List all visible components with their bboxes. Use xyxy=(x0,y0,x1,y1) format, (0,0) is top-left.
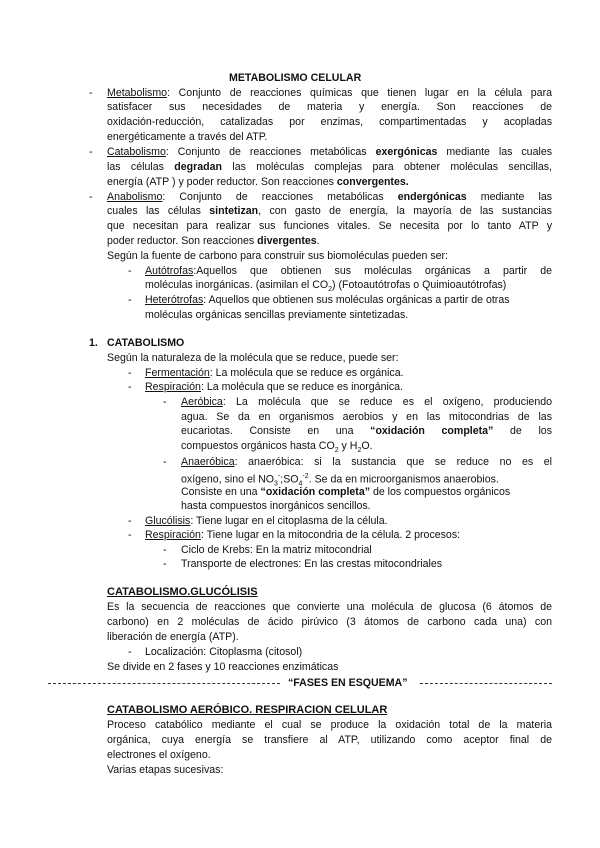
text: oxígeno, sino el NO xyxy=(181,473,275,486)
bullet-dash: - xyxy=(89,87,93,99)
glucolisis-line-2: carbono) en 2 moléculas de ácido pirúvico (3 átomos de carbono cada una) con xyxy=(107,616,552,628)
term-metabolismo: Metabolismo xyxy=(107,87,168,99)
text: : anaeróbica: si la sustancia que se reduce no es el xyxy=(234,456,552,468)
anaerobica-line-3 xyxy=(181,485,510,499)
glucolisis-phases: Se divide en 2 fases y 10 reacciones enzimáticas xyxy=(107,661,339,673)
aerobico-line-1: Proceso catabólico mediante el cual se produce la oxidación total de la materia xyxy=(107,719,552,731)
text: cuales las células xyxy=(107,205,210,217)
catabolismo-line-3 xyxy=(107,175,409,189)
bold-endergonicas: endergónicas xyxy=(397,191,467,203)
bullet-dash: - xyxy=(128,294,132,306)
metabolismo-line-3: oxidación-reducción, catalizadas por enzimas, compartimentadas y acopladas xyxy=(107,116,552,128)
text: y H xyxy=(338,440,358,452)
bold-oxidacion-completa: “oxidación completa” xyxy=(370,425,494,437)
bullet-dash: - xyxy=(128,646,132,658)
bold-sintetizan: sintetizan xyxy=(209,205,259,217)
subscript: 3 xyxy=(274,480,278,488)
section-heading-aerobico: CATABOLISMO AERÓBICO. RESPIRACION CELULAR xyxy=(107,704,388,716)
metabolismo-line-1 xyxy=(107,86,552,100)
krebs-line: Ciclo de Krebs: En la matriz mitocondrial xyxy=(181,544,372,556)
heterotrofas-line-1 xyxy=(145,293,510,307)
catabolismo-intro: Según la naturaleza de la molécula que se reduce, puede ser: xyxy=(107,352,399,364)
anabolismo-line-3: que necesitan para realizar sus funciones vitales. Se necesita por lo tanto ATP y xyxy=(107,220,552,232)
section-heading-catabolismo: CATABOLISMO xyxy=(107,337,185,349)
bold-exergonicas: exergónicas xyxy=(375,146,438,158)
text: energía (ATP ) y poder reductor. Son reacciones xyxy=(107,176,337,188)
bullet-dash: - xyxy=(128,367,132,379)
text: : Tiene lugar en la mitocondria de la célula. 2 procesos: xyxy=(200,529,461,541)
term-heterotrofas: Heterótrofas xyxy=(145,294,204,306)
catabolismo-line-1 xyxy=(107,145,552,159)
anabolismo-line-1 xyxy=(107,190,552,204)
text: : Tiene lugar en el citoplasma de la célula. xyxy=(190,515,388,527)
respiracion-line xyxy=(145,380,403,394)
anabolismo-line-2 xyxy=(107,204,552,218)
subscript: 4 xyxy=(298,480,303,488)
glucolisis-line xyxy=(145,514,388,528)
text: O. xyxy=(361,440,373,452)
subscript: 2 xyxy=(357,447,362,455)
text: eucariotas. Consiste en una xyxy=(181,425,371,437)
bullet-dash: - xyxy=(163,456,167,468)
fases-separator xyxy=(48,676,552,690)
term-catabolismo: Catabolismo xyxy=(107,146,166,158)
text: las células xyxy=(107,161,175,173)
metabolismo-line-2: satisfacer sus necesidades de materia y energía. Son reacciones de xyxy=(107,101,552,113)
term-respiracion: Respiración xyxy=(145,381,201,393)
text: : Aquellos que obtienen sus moléculas orgánicas a partir de otras xyxy=(203,294,510,306)
text: ;SO xyxy=(280,473,299,486)
text: : Conjunto de reacciones químicas que tienen lugar en la célula para xyxy=(167,87,552,99)
aerobica-line-2: agua. Se da en organismos aerobios y en las mitocondrias de las xyxy=(181,411,552,423)
fermentacion-line xyxy=(145,366,404,380)
catabolismo-line-2 xyxy=(107,160,552,174)
term-anabolismo: Anabolismo xyxy=(107,191,163,203)
text: mediante las xyxy=(466,191,553,203)
anabolismo-line-4 xyxy=(107,234,320,248)
bullet-dash: - xyxy=(89,146,93,158)
aerobico-line-4: Varias etapas sucesivas: xyxy=(107,764,224,776)
separator-label: “FASES EN ESQUEMA” xyxy=(288,677,408,689)
transport-line: Transporte de electrones: En las crestas mitocondriales xyxy=(181,558,443,570)
bullet-dash: - xyxy=(163,544,167,556)
text: : Conjunto de reacciones metabólicas xyxy=(162,191,398,203)
text: . Se da en microorganismos anaerobios. xyxy=(308,473,499,486)
metabolismo-line-4: energéticamente a través del ATP. xyxy=(107,131,268,143)
text: . xyxy=(316,235,320,247)
superscript: -2 xyxy=(302,473,309,480)
page-title: METABOLISMO CELULAR xyxy=(229,72,362,84)
glucolisis-line-1: Es la secuencia de reacciones que convierte una molécula de glucosa (6 átomos de xyxy=(107,601,552,613)
glucolisis-localizacion: Localización: Citoplasma (citosol) xyxy=(145,646,303,658)
term-autotrofas: Autótrofas xyxy=(145,265,194,277)
text: : Conjunto de reacciones metabólicas xyxy=(165,146,376,158)
aerobico-line-2: orgánica, cuya energía se transfiere al ATP, utilizando como aceptor final de xyxy=(107,734,552,746)
text: ) (Fotoautótrofas o Quimioautótrofas) xyxy=(332,279,507,291)
text: de los xyxy=(493,425,553,437)
bullet-dash: - xyxy=(128,515,132,527)
bullet-dash: - xyxy=(163,396,167,408)
bullet-dash: - xyxy=(128,529,132,541)
text: :Aquellos que obtienen sus moléculas orgánicas a partir de xyxy=(193,265,552,277)
bold-convergentes: convergentes. xyxy=(336,176,409,188)
carbon-source-intro: Según la fuente de carbono para construir sus biomoléculas pueden ser: xyxy=(107,250,448,262)
text: : La molécula que se reduce es inorgánica. xyxy=(200,381,403,393)
text: mediante las cuales xyxy=(437,146,553,158)
separator-line-right xyxy=(420,683,552,684)
term-anaerobica: Anaeróbica xyxy=(181,456,235,468)
heterotrofas-line-2: moléculas orgánicas sencillas previamente sintetizadas. xyxy=(145,309,409,321)
term-glucolisis: Glucólisis xyxy=(145,515,191,527)
text: las moléculas complejas para obtener moléculas sencillas, xyxy=(221,161,552,173)
term-aerobica: Aeróbica xyxy=(181,396,223,408)
bullet-dash: - xyxy=(128,381,132,393)
anaerobica-line-4: hasta compuestos inorgánicos sencillos. xyxy=(181,500,371,512)
subscript: 2 xyxy=(334,447,339,455)
respiracion-procesos-line xyxy=(145,528,460,542)
term-respiracion: Respiración xyxy=(145,529,201,541)
section-heading-glucolisis: CATABOLISMO.GLUCÓLISIS xyxy=(107,586,258,598)
autotrofas-line-1 xyxy=(145,264,552,278)
text: de los compuestos orgánicos xyxy=(370,486,511,498)
section-number: 1. xyxy=(89,337,98,349)
aerobica-line-1 xyxy=(181,395,552,409)
aerobico-line-3: electrones el oxígeno. xyxy=(107,749,211,761)
bold-divergentes: divergentes xyxy=(257,235,317,247)
bullet-dash: - xyxy=(89,191,93,203)
bold-degradan: degradan xyxy=(174,161,222,173)
text: : La molécula que se reduce es el oxígeno, produciendo xyxy=(222,396,552,408)
text: : La molécula que se reduce es orgánica. xyxy=(209,367,404,379)
text: compuestos orgánicos hasta CO xyxy=(181,440,335,452)
anaerobica-line-1 xyxy=(181,455,552,469)
term-fermentacion: Fermentación xyxy=(145,367,210,379)
superscript: - xyxy=(277,473,281,480)
aerobica-line-3 xyxy=(181,424,552,438)
bold-oxidacion-completa: “oxidación completa” xyxy=(260,486,371,498)
text: moléculas inorgánicas. (asimilan el CO xyxy=(145,279,329,291)
bullet-dash: - xyxy=(128,265,132,277)
text: Consiste en una xyxy=(181,486,261,498)
text: , con gasto de energía, la mayoría de las sustancias xyxy=(258,205,552,217)
text: poder reductor. Son reacciones xyxy=(107,235,258,247)
glucolisis-line-3: liberación de energía (ATP). xyxy=(107,631,239,643)
subscript: 2 xyxy=(328,286,333,294)
separator-line-left xyxy=(48,683,280,684)
bullet-dash: - xyxy=(163,558,167,570)
